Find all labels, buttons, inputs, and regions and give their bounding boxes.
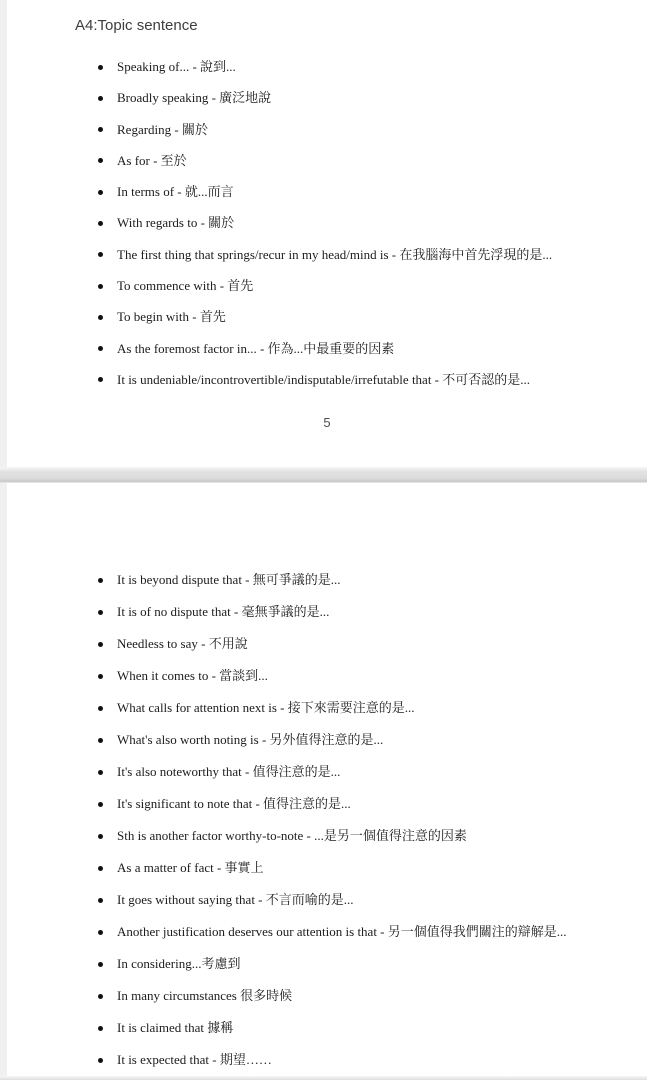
bullet-icon <box>98 190 103 195</box>
list-item <box>7 91 647 122</box>
document-page-1 <box>7 0 647 467</box>
list-item <box>7 701 647 733</box>
bullet-icon <box>98 284 103 289</box>
list-item-text: Needless to say - 不用說 <box>117 636 248 651</box>
bullet-icon <box>98 962 103 967</box>
bullet-icon <box>98 346 103 351</box>
list-item-text: In many circumstances 很多時候 <box>117 988 293 1003</box>
list-item <box>7 669 647 701</box>
list-item-text: As the foremost factor in... - 作為...中最重要的因素 <box>117 340 395 356</box>
bullet-icon <box>98 315 103 320</box>
list-item-text: As for - 至於 <box>117 152 187 168</box>
bullet-icon <box>98 994 103 999</box>
list-item-text: It's also noteworthy that - 值得注意的是... <box>117 764 341 779</box>
list-item <box>7 154 647 185</box>
list-item <box>7 1021 647 1053</box>
phrase-list-page-2 <box>7 573 647 1080</box>
bullet-icon <box>98 610 103 615</box>
page-title: A4:Topic sentence <box>75 17 198 34</box>
list-item <box>7 248 647 279</box>
list-item <box>7 925 647 957</box>
list-item-text: Sth is another factor worthy-to-note - ...是另一個值得注意的因素 <box>117 828 467 843</box>
list-item <box>7 893 647 925</box>
list-item <box>7 861 647 893</box>
list-item <box>7 60 647 91</box>
list-item-text: It is undeniable/incontrovertible/indisputable/irrefutable that - 不可否認的是... <box>117 371 531 387</box>
bullet-icon <box>98 578 103 583</box>
bullet-icon <box>98 65 103 70</box>
list-item <box>7 185 647 216</box>
document-page-2 <box>7 483 647 1076</box>
bullet-icon <box>98 834 103 839</box>
list-item <box>7 605 647 637</box>
list-item <box>7 373 647 404</box>
bullet-icon <box>98 1058 103 1063</box>
list-item-text: It goes without saying that - 不言而喻的是... <box>117 892 354 907</box>
list-item-text: It is beyond dispute that - 無可爭議的是... <box>117 572 341 587</box>
list-item-text: When it comes to - 當談到... <box>117 668 268 683</box>
list-item-text: It's significant to note that - 值得注意的是... <box>117 796 351 811</box>
list-item-text: Broadly speaking - 廣泛地說 <box>117 90 272 106</box>
page-divider <box>0 1076 647 1080</box>
list-item-text: With regards to - 關於 <box>117 215 235 231</box>
bullet-icon <box>98 738 103 743</box>
list-item-text: As a matter of fact - 事實上 <box>117 860 264 875</box>
list-item <box>7 123 647 154</box>
list-item <box>7 765 647 797</box>
list-item-text: Speaking of... - 說到... <box>117 59 236 74</box>
phrase-list-page-1 <box>7 60 647 404</box>
bullet-icon <box>98 642 103 647</box>
list-item <box>7 342 647 373</box>
bullet-icon <box>98 866 103 871</box>
list-item <box>7 216 647 247</box>
bullet-icon <box>98 127 103 132</box>
list-item-text: What's also worth noting is - 另外值得注意的是... <box>117 732 384 747</box>
bullet-icon <box>98 252 103 257</box>
list-item <box>7 733 647 765</box>
list-item-text: In terms of - 就...而言 <box>117 184 234 200</box>
bullet-icon <box>98 706 103 711</box>
bullet-icon <box>98 221 103 226</box>
list-item-text: The first thing that springs/recur in my head/mind is - 在我腦海中首先浮現的是... <box>117 246 553 262</box>
list-item-text: Regarding - 關於 <box>117 121 208 137</box>
bullet-icon <box>98 898 103 903</box>
list-item-text: It is expected that - 期望…… <box>117 1052 272 1067</box>
list-item <box>7 310 647 341</box>
list-item-text: Another justification deserves our attention is that - 另一個值得我們關注的辯解是... <box>117 924 567 939</box>
list-item-text: It is claimed that 據稱 <box>117 1020 234 1035</box>
list-item <box>7 279 647 310</box>
list-item-text: To commence with - 首先 <box>117 278 254 294</box>
list-item <box>7 989 647 1021</box>
page-number: 5 <box>323 415 331 430</box>
list-item <box>7 573 647 605</box>
page-divider <box>0 467 647 483</box>
bullet-icon <box>98 158 103 163</box>
list-item <box>7 637 647 669</box>
list-item <box>7 797 647 829</box>
bullet-icon <box>98 802 103 807</box>
list-item-text: To begin with - 首先 <box>117 309 226 325</box>
bullet-icon <box>98 377 103 382</box>
bullet-icon <box>98 674 103 679</box>
list-item-text: In considering...考慮到 <box>117 956 241 971</box>
bullet-icon <box>98 770 103 775</box>
bullet-icon <box>98 930 103 935</box>
list-item-text: It is of no dispute that - 毫無爭議的是... <box>117 604 330 619</box>
list-item <box>7 957 647 989</box>
list-item <box>7 829 647 861</box>
bullet-icon <box>98 96 103 101</box>
list-item-text: What calls for attention next is - 接下來需要注意的是... <box>117 700 415 715</box>
bullet-icon <box>98 1026 103 1031</box>
